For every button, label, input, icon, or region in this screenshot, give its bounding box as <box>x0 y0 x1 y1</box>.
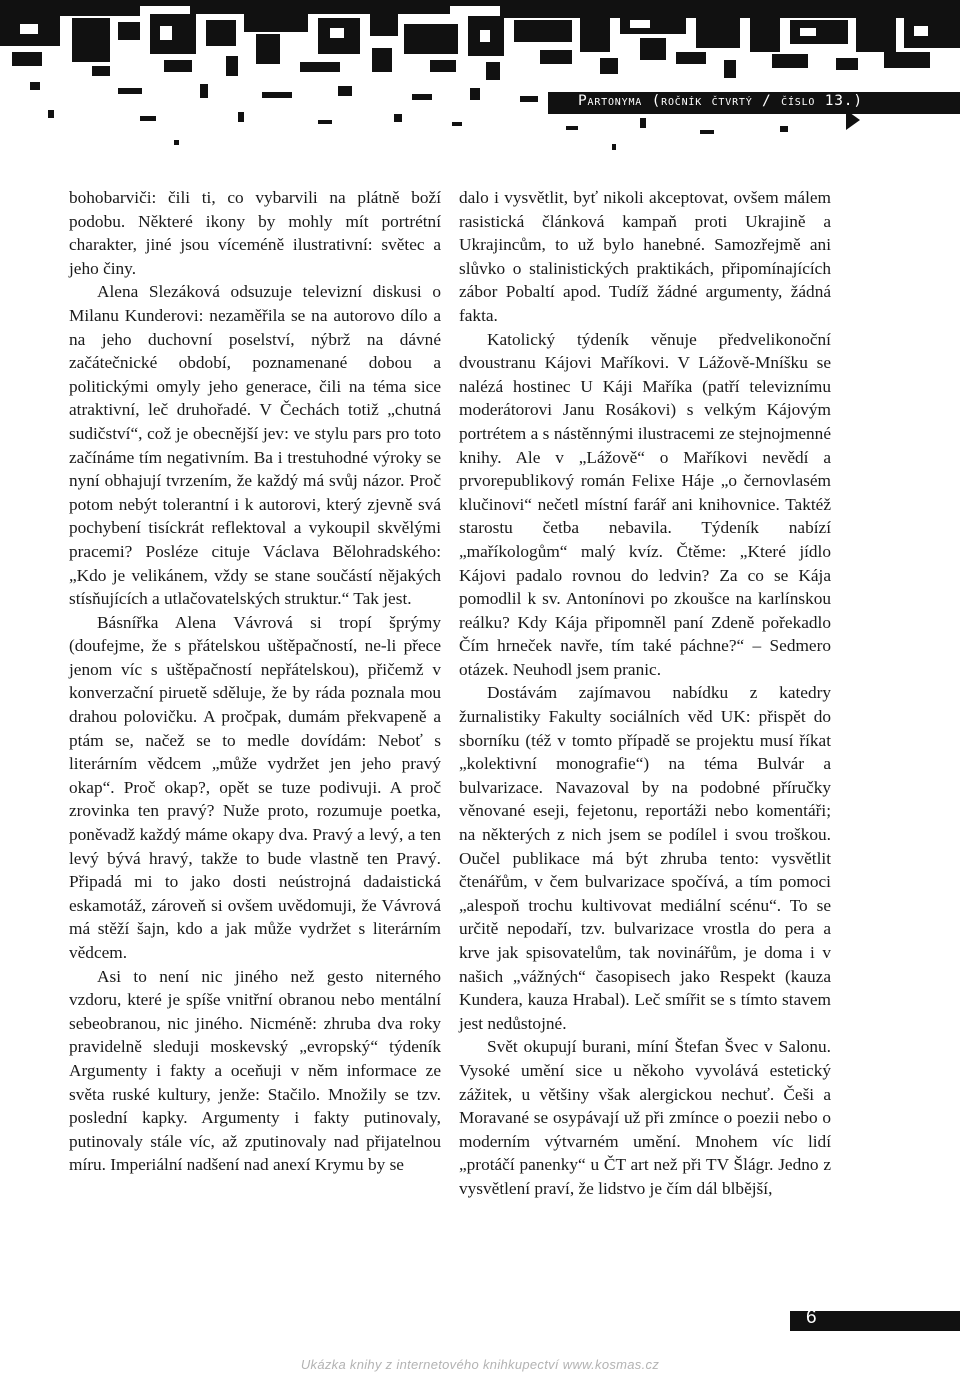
footer-watermark: Ukázka knihy z internetového knihkupectví www.kosmas.cz <box>300 1357 660 1372</box>
running-header-title: Partonyma (ročník čtvrtý / číslo 13.) <box>578 93 863 109</box>
paragraph: Svět okupují burani, míní Štefan Švec v Salonu. Vysoké umění sice u někoho vyvolává estetický zážitek, u většiny však alergickou nechuť. Češi a Moravané se osypávají už při zmínce o poezii nebo o moderním výtvarném umění. Mnohem víc lidí „protáčí panenky“ u ČT art než při TV Šlágr. Jedno z vysvětlení praví, že lidstvo je čím dál blbější, <box>459 1037 831 1198</box>
grunge-texture-graphic <box>0 0 960 160</box>
paragraph: Asi to není nic jiného než gesto niterného vzdoru, které je spíše vnitřní obranou nebo mentální sebeobranou, nic jiného. Nicméně: zhruba dva roky pravidelně sleduji moskevský „evropský“ týdeník Argumenty i fakty a oceňuji v něm informace ze světa ruské kultury, jenže: Stačilo. Množily se tzv. poslední kapky. Argumenty i fakty putinovaly, putinovaly stále víc, až zputinovaly nad přijatelnou míru. Imperiální nadšení nad anexí Krymu by se <box>69 966 441 1175</box>
paragraph: dalo i vysvětlit, byť nikoli akceptovat, ovšem málem rasistická článková kampaň proti Ukrajině a Ukrajincům, to už bylo hanebné. Samozřejmě ani slůvko o stalinistických praktikách, připomínajících zábor Pobaltí apod. Tudíž žádné argumenty, žádná fakta. <box>459 188 831 325</box>
paragraph: Básnířka Alena Vávrová si tropí šprýmy (doufejme, že s přátelskou uštěpačností, ne-li přece jenom víc s uštěpačností nepřátelskou), přičemž v konverzační piruetě sděluje, že by ráda poznala mou drahou polovičku. A pročpak, dumám překvapeně a ptám se, načež se to medle dovídám: Neboť s literárním vědcem „může vydržet jen jeho pravý okap“. Proč okap?, opět se tuze podivuji. A proč zrovinka ten pravý? Nuže proto, rozumuje poetka, poněvadž každý máme okapy dva. Pravý a levý, a ten levý bývá hravý, takže to bude vlastně ten Pravý. Připadá mi to jako dosti neústrojná dadaistická eskamotáž, zároveň si ovšem uvědomuji, že Vávrová má stěží šajn, kdo a jak může vydržet s literárním vědcem. <box>69 612 441 962</box>
grunge-banner <box>0 0 960 160</box>
article-column-right <box>459 186 831 1201</box>
article-column-left <box>69 186 441 1177</box>
page-number: 6 <box>806 1307 817 1328</box>
paragraph: Dostávám zajímavou nabídku z katedry žurnalistiky Fakulty sociálních věd UK: přispět do sborníku (též v tomto případě se projektu musí říkat „kolektivní monografie“) na téma Bulvár a bulvarizace. Navazoval by na podobné příručky věnované eseji, fejetonu, reportáži nebo komentáři; na některých z nich jsem se podílel i svou troškou. Oučel publikace má být zhruba tento: vysvětlit čtenářům, v čem bulvarizace spočívá, a tím pomoci „alespoň trochu kultivovat mediální scénu“. To se určitě nepodaří, tzv. bulvarizace vrostla do pera a krve jak spisovatelům, tak novinářům, je doma i v našich „vážných“ časopisech jako Respekt (kauza Kundera, kauza Hrabal). Leč smířit se s tímto stavem jest nedůstojné. <box>459 683 831 1033</box>
paragraph: Alena Slezáková odsuzuje televizní diskusi o Milanu Kunderovi: nezaměřila se na autorovo dílo a na jeho duchovní poselství, nýbrž na dávné začátečnické období, poznamenané dobou a politickými omyly jeho generace, čili na téma sice atraktivní, leč druhořadé. V Čechách totiž „chutná sudičství“, což je obecnější jev: ve stylu pars pro toto začínáme tím negativním. Ba i trestuhodné výroky se nyní obhajují tvrzením, že každý má svůj názor. Proč potom nebýt tolerantní i k autorovi, který zjevně svá pochybení tisíckrát reflektoval a vykoupil skvělými pracemi? Posléze cituje Václava Bělohradského: „Kdo je velikánem, vždy se stane součástí nějakých stísňujících a utlačovatelských struktur.“ Tak jest. <box>69 282 441 609</box>
paragraph: Katolický týdeník věnuje předvelikonoční dvoustranu Kájovi Maříkovi. V Lážově-Mníšku se nalézá hostinec U Káji Maříka (patří televiznímu moderátorovi Janu Rosákovi) s velkým Kájovým portrétem a s nástěnnými ilustracemi ze stejnojmenné knihy. Ale v „Lážově“ o Maříkovi nevědí a prvorepublikový román Felixe Háje „o černovlasém klučinovi“ nečetl místní farář ani knihovnice. Taktéž starostu četba nebavila. Týdeník nabízí „maříkologům“ malý kvíz. Čtěme: „Které jídlo Kájovi padalo rovnou do ledvin? Za co se Kája pomodlil k sv. Antonínovi po zkoušce na karlínskou reálku? Kdy Kája připomněl paní Zdeně pořekadlo Čím hrneček navře, tím také páchne?“ – Sedmero otázek. Neuhodl jsem pranic. <box>459 329 831 679</box>
paragraph: bohobarviči: čili ti, co vybarvili na plátně boží podobu. Některé ikony by mohly mít portrétní charakter, jiné jsou víceméně ilustrativní: světec a jeho činy. <box>69 188 441 278</box>
